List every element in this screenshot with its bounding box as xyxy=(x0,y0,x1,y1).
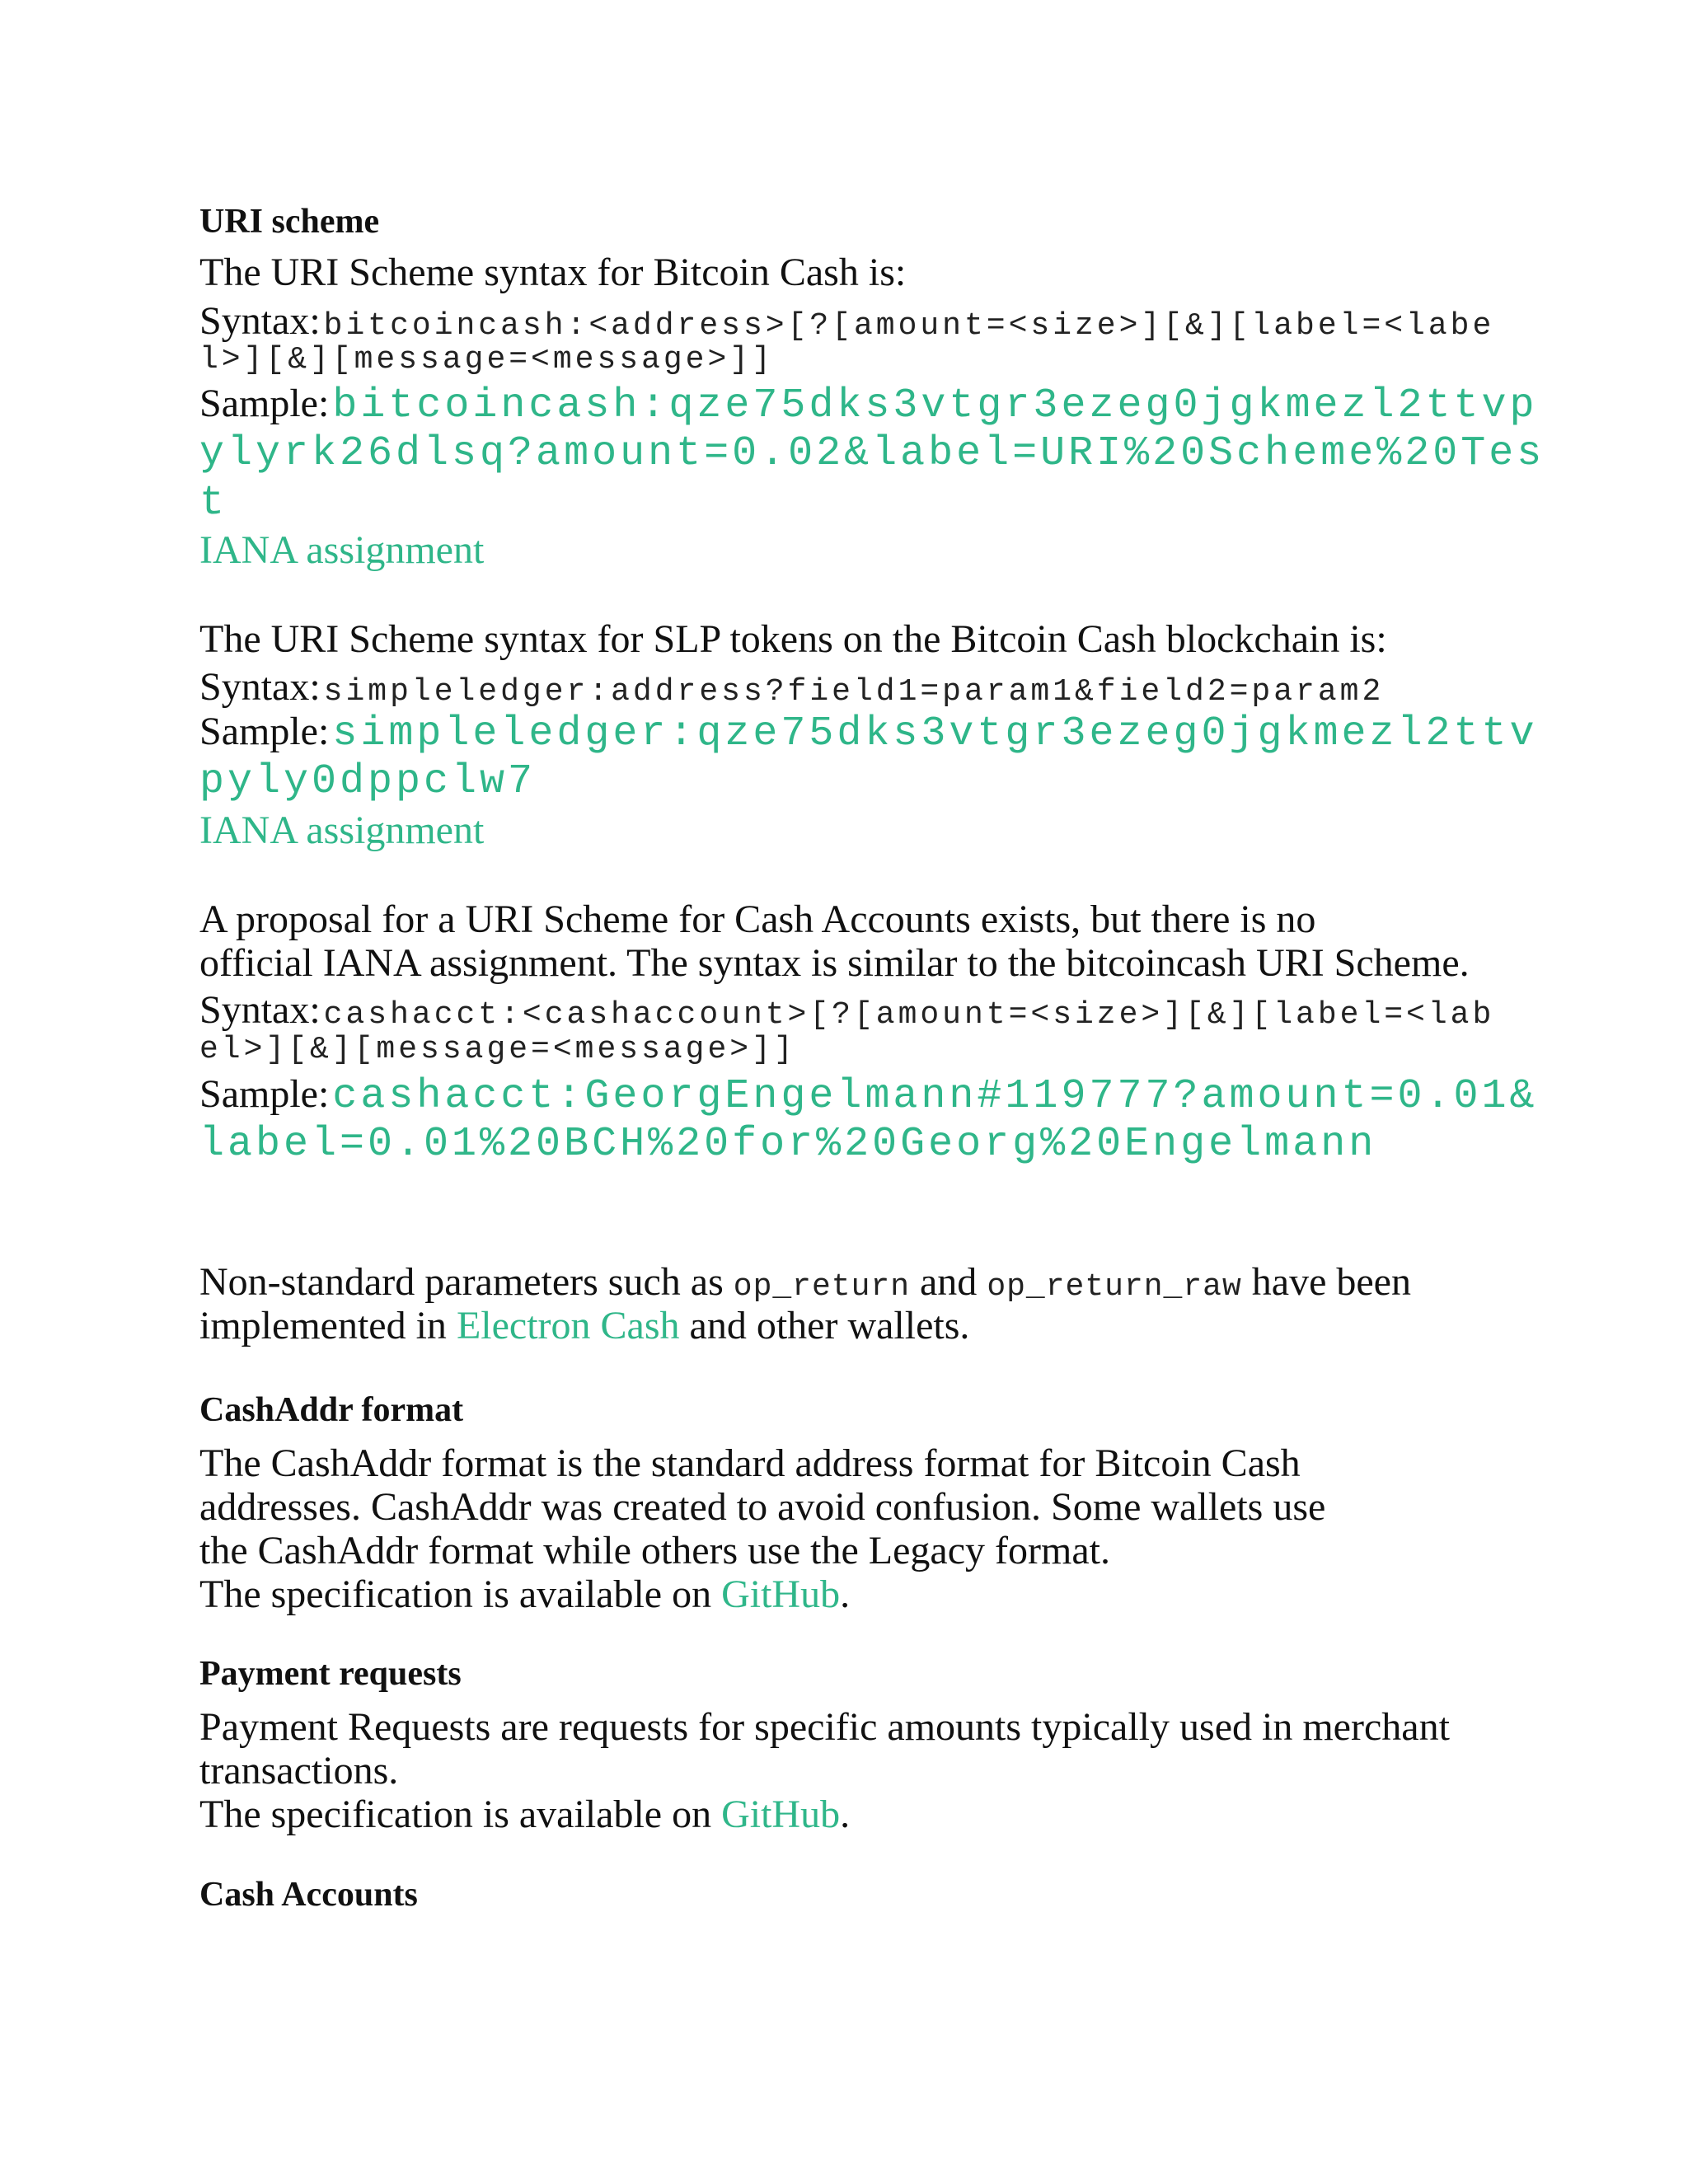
payment-requests-spec xyxy=(199,1795,850,1835)
cashacct-intro-line2: official IANA assignment. The syntax is similar to the bitcoincash URI Scheme. xyxy=(199,941,1470,985)
nonstandard-line2 xyxy=(199,1306,969,1346)
payment-requests-line2: transactions. xyxy=(199,1749,399,1793)
uri-scheme-intro: The URI Scheme syntax for Bitcoin Cash is: xyxy=(199,251,907,294)
bitcoincash-sample-link-line1[interactable]: bitcoincash:qze75dks3vtgr3ezeg0jgkmezl2ttvp xyxy=(332,382,1538,429)
nonstandard-text: and xyxy=(910,1260,987,1304)
syntax-label: Syntax: xyxy=(199,299,321,343)
slp-intro: The URI Scheme syntax for SLP tokens on the Bitcoin Cash blockchain is: xyxy=(199,617,1387,661)
cashacct-sample-link-line1[interactable]: cashacct:GeorgEngelmann#119777?amount=0.01& xyxy=(332,1073,1538,1120)
cashaddr-github-link[interactable]: GitHub xyxy=(721,1572,841,1616)
slp-sample-link-line1[interactable]: simpleledger:qze75dks3vtgr3ezeg0jgkmezl2ttv xyxy=(332,710,1538,757)
bitcoincash-syntax-line1: bitcoincash:<address>[?[amount=<size>][&][label=<labe xyxy=(323,308,1495,344)
cashacct-sample-link-line2[interactable]: label=0.01%20BCH%20for%20Georg%20Engelmann xyxy=(199,1121,1377,1168)
op-return-code: op_return xyxy=(733,1269,910,1305)
nonstandard-text: have been xyxy=(1241,1260,1411,1304)
nonstandard-line1 xyxy=(199,1260,1411,1305)
cashaddr-line3: the CashAddr format while others use the Legacy format. xyxy=(199,1529,1110,1572)
sample-label: Sample: xyxy=(199,382,330,425)
bitcoincash-iana-link[interactable]: IANA assignment xyxy=(199,528,485,572)
slp-syntax xyxy=(199,665,1385,710)
syntax-label: Syntax: xyxy=(199,665,321,709)
payment-requests-line1: Payment Requests are requests for specific amounts typically used in merchant xyxy=(199,1705,1450,1749)
spec-text: The specification is available on xyxy=(199,1572,722,1616)
op-return-raw-code: op_return_raw xyxy=(987,1269,1242,1305)
syntax-label: Syntax: xyxy=(199,988,321,1032)
cashaddr-spec xyxy=(199,1572,851,1616)
cashacct-syntax xyxy=(199,988,1495,1033)
payment-requests-github-link[interactable]: GitHub xyxy=(721,1793,841,1836)
bitcoincash-sample-link-line2[interactable]: ylyrk26dlsq?amount=0.02&label=URI%20Scheme%20Tes xyxy=(199,430,1545,477)
sample-label: Sample: xyxy=(199,1072,330,1116)
uri-scheme-heading: URI scheme xyxy=(199,203,380,241)
bitcoincash-syntax-line2: l>][&][message=<message>]] xyxy=(199,342,774,377)
slp-iana-link[interactable]: IANA assignment xyxy=(199,808,485,852)
nonstandard-text: implemented in xyxy=(199,1304,457,1347)
cashaddr-heading: CashAddr format xyxy=(199,1391,464,1429)
nonstandard-text: and other wallets. xyxy=(679,1304,970,1347)
bitcoincash-syntax xyxy=(199,299,1495,344)
sample-label: Sample: xyxy=(199,710,330,753)
spec-text: The specification is available on xyxy=(199,1793,722,1836)
cash-accounts-heading: Cash Accounts xyxy=(199,1876,418,1914)
electron-cash-link[interactable]: Electron Cash xyxy=(456,1304,680,1347)
spec-end: . xyxy=(840,1572,851,1616)
nonstandard-text: Non-standard parameters such as xyxy=(199,1260,734,1304)
cashacct-syntax-line2: el>][&][message=<message>]] xyxy=(199,1032,796,1067)
spec-end: . xyxy=(840,1793,851,1836)
slp-sample-link-line2[interactable]: pyly0dppclw7 xyxy=(199,758,537,805)
payment-requests-heading: Payment requests xyxy=(199,1655,462,1693)
slp-sample xyxy=(199,712,1538,755)
cashaddr-line2: addresses. CashAddr was created to avoid confusion. Some wallets use xyxy=(199,1485,1326,1529)
cashacct-sample xyxy=(199,1072,1538,1120)
cashacct-syntax-line1: cashacct:<cashaccount>[?[amount=<size>][&][label=<lab xyxy=(323,997,1495,1033)
cashacct-intro-line1: A proposal for a URI Scheme for Cash Accounts exists, but there is no xyxy=(199,898,1316,941)
bitcoincash-sample-link-line3[interactable]: t xyxy=(199,480,228,527)
slp-syntax-code: simpleledger:address?field1=param1&field2=param2 xyxy=(323,674,1385,710)
bitcoincash-sample xyxy=(199,384,1538,427)
cashaddr-line1: The CashAddr format is the standard address format for Bitcoin Cash xyxy=(199,1441,1301,1485)
